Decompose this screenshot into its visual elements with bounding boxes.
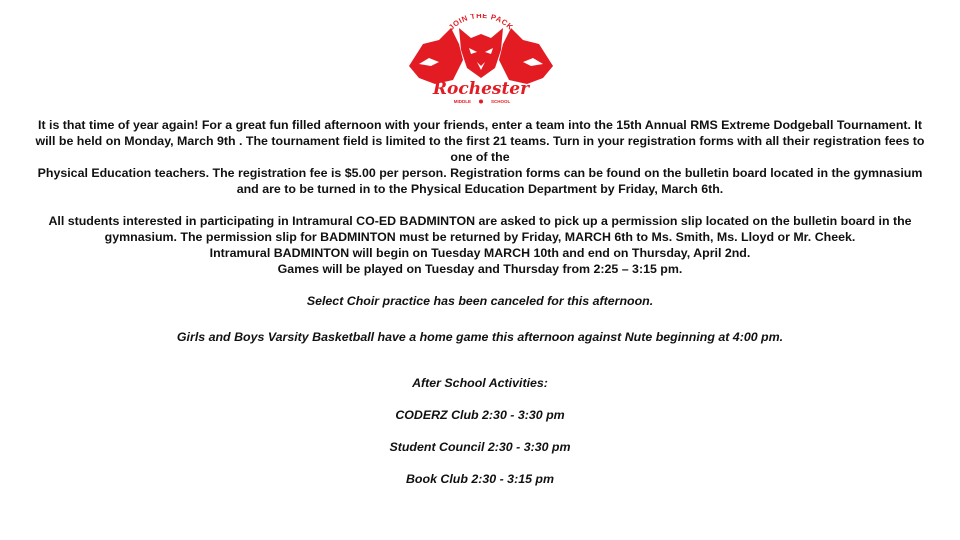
dodgeball-paragraph-cont: Physical Education teachers. The registration fee is $5.00 per person. Registration forms can be found on the bulletin board located in the gymnasium and are to be turned in to the Physical Education Department by Friday, March 6th.	[37, 166, 923, 196]
activity-item: Student Council 2:30 - 3:30 pm	[389, 440, 571, 454]
logo-bottom-left: MIDDLE	[453, 99, 471, 104]
wolf-logo-icon	[405, 14, 557, 106]
logo-script-text: Rochester	[432, 79, 530, 99]
activity-item: CODERZ Club 2:30 - 3:30 pm	[395, 408, 565, 422]
school-logo	[405, 14, 557, 106]
badminton-dates: Intramural BADMINTON will begin on Tuesday MARCH 10th and end on Thursday, April 2nd.	[209, 246, 751, 260]
basketball-notice: Girls and Boys Varsity Basketball have a home game this afternoon against Nute beginning at 4:00 pm.	[176, 330, 784, 344]
choir-notice: Select Choir practice has been canceled for this afternoon.	[306, 294, 654, 308]
dodgeball-paragraph: It is that time of year again! For a great fun filled afternoon with your friends, enter a team into the 15th Annual RMS Extreme Dodgeball Tournament. It will be held on Monday, March 9th . The tournament field is limited to the first 21 teams. Turn in your registration forms with all their registration fees to one of the	[35, 118, 925, 164]
badminton-paragraph: All students interested in participating in Intramural CO-ED BADMINTON are asked to pick up a permission slip located on the bulletin board in the gymnasium. The permission slip for BADMINTON must be returned by Friday, MARCH 6th to Ms. Smith, Ms. Lloyd or Mr. Cheek.	[48, 214, 912, 244]
svg-text:JOIN THE PACK: JOIN THE PACK	[446, 14, 516, 32]
logo-bottom-right: SCHOOL	[491, 99, 511, 104]
badminton-times: Games will be played on Tuesday and Thursday from 2:25 – 3:15 pm.	[277, 262, 683, 276]
announcements	[30, 117, 930, 487]
after-school-heading: After School Activities:	[412, 376, 548, 390]
activity-item: Book Club 2:30 - 3:15 pm	[405, 472, 555, 486]
